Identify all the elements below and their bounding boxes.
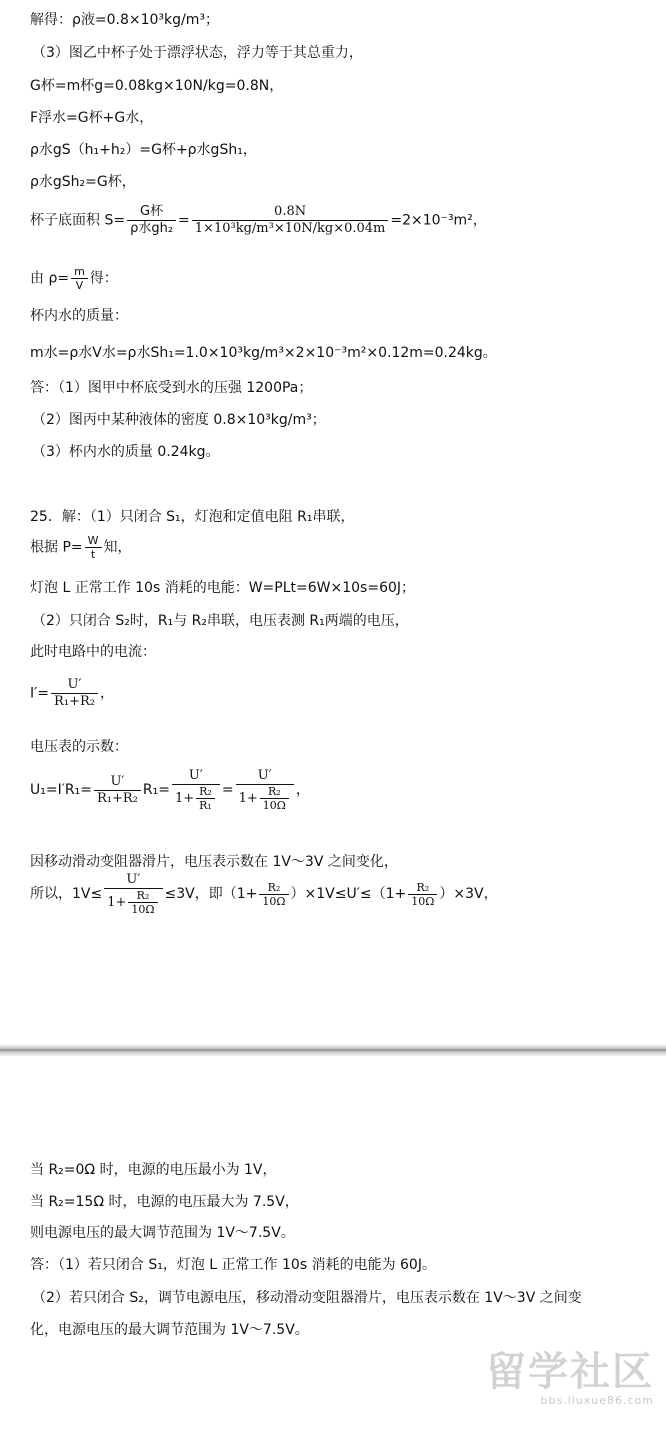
watermark-main-text: 留学社区 [486,1349,654,1395]
fraction-numerator: U′ [257,768,272,783]
formula-prefix: U₁=I′R₁= [30,782,92,798]
fraction-denominator: V [71,278,88,292]
formula-prefix: I′= [30,685,50,702]
fraction-denominator: R₁ [196,798,215,812]
fraction-denominator: 10Ω [259,894,288,908]
fraction-denominator: 1×10³kg/m³×10N/kg×0.04m [192,220,389,237]
fraction-numerator: U′ [126,872,141,887]
fraction-denominator: R₁+R₂ [51,693,98,710]
answer-line: 答：（1）若只闭合 S₁，灯泡 L 正常工作 10s 消耗的电能为 60J。 [30,1257,436,1273]
inequality-formula [30,872,498,916]
denominator-prefix: 1+ [107,895,127,910]
text-line: 当 R₂=0Ω 时，电源的电压最小为 1V， [30,1162,277,1178]
fraction-numerator: R₂ [199,785,212,798]
fraction-numerator: m [74,265,85,278]
formula-suffix: ）×3V， [439,886,498,902]
fraction-values [192,204,389,237]
current-formula [30,677,114,710]
formula-mid: ≤3V，即（1+ [164,886,258,902]
text-line: 此时电路中的电流： [30,644,156,660]
answer-line: （2）图丙中某种液体的密度 0.8×10³kg/m³； [32,412,326,428]
fraction-denominator [236,784,294,812]
denominator-prefix: 1+ [174,791,195,806]
fraction-denominator: 10Ω [128,902,157,916]
question-heading: 25．解：（1）只闭合 S₁，灯泡和定值电阻 R₁串联， [30,509,355,525]
fraction-m-over-v [71,265,88,292]
fraction-1 [94,774,141,807]
fraction-numerator: U′ [188,768,203,783]
formula-mid: ）×1V≤U′≤（1+ [290,886,407,902]
text-line: G杯=m杯g=0.08kg×10N/kg=0.8N， [30,78,284,94]
text-line: 解得：ρ液=0.8×10³kg/m³； [30,12,219,28]
fraction-current [51,677,98,710]
fraction-numerator: R₂ [267,880,281,894]
text-line: 因移动滑动变阻器滑片，电压表示数在 1V～3V 之间变化， [30,854,398,870]
fraction-r2-b [259,881,288,908]
fraction-gcup [127,204,176,237]
fraction-3 [236,768,294,812]
formula-prefix: 所以，1V≤ [30,886,103,902]
power-formula [30,534,132,561]
text-line: 杯内水的质量： [30,308,128,324]
fraction-denominator: ρ水gh₂ [127,220,176,237]
answer-line: （3）杯内水的质量 0.24kg。 [32,444,220,460]
text-line: （3）图乙中杯子处于漂浮状态，浮力等于其总重力， [32,45,363,61]
formula-suffix: ， [99,685,114,702]
denominator-prefix: 1+ [238,791,258,806]
fraction-denominator [104,888,162,916]
fraction-denominator [172,784,220,812]
nested-fraction [128,889,157,916]
formula-prefix: 根据 P= [30,539,83,556]
density-formula [30,265,118,292]
formula-prefix: 由 ρ= [30,270,70,287]
fraction-numerator: 0.8N [274,204,307,219]
text-line: m水=ρ水V水=ρ水Sh₁=1.0×10³kg/m³×2×10⁻³m²×0.12m=0.24kg。 [30,345,497,361]
formula-mid: R₁= [142,782,170,798]
formula-result: =2×10⁻³m²， [390,212,487,229]
text-line: 则电源电压的最大调节范围为 1V～7.5V。 [30,1225,295,1241]
fraction-denominator: 10Ω [408,894,437,908]
text-line: 电压表的示数： [30,739,128,755]
formula-suffix: 知， [103,539,132,556]
text-line: F浮水=G杯+G水， [30,110,154,126]
answer-line: 化，电源电压的最大调节范围为 1V～7.5V。 [30,1322,309,1338]
fraction-denominator: t [85,547,102,561]
equals-sign: = [221,782,234,798]
fraction-numerator: R₂ [267,785,281,798]
text-line: （2）只闭合 S₂时，R₁与 R₂串联，电压表测 R₁两端的电压， [32,613,409,629]
fraction-numerator: U′ [67,677,82,692]
fraction-denominator: 10Ω [260,798,289,812]
nested-fraction [196,785,215,812]
fraction-numerator: U′ [110,773,125,789]
fraction-2 [172,768,220,812]
fraction-inequality [104,872,162,916]
formula-area [30,204,487,237]
formula-suffix: ， [295,782,310,798]
fraction-numerator: G杯 [140,204,164,219]
fraction-denominator: R₁+R₂ [94,790,141,807]
fraction-w-over-t [85,534,102,561]
watermark-url: bbs.liuxue86.com [540,1394,654,1407]
text-line: ρ水gS（h₁+h₂）=G杯+ρ水gSh₁， [30,142,257,158]
text-line: ρ水gSh₂=G杯， [30,174,136,190]
answer-line: 答：（1）图甲中杯底受到水的压强 1200Pa； [30,380,313,396]
watermark-logo [484,1350,654,1420]
answer-line: （2）若只闭合 S₂，调节电源电压，移动滑动变阻器滑片，电压表示数在 1V～3V 之间变 [32,1290,582,1306]
formula-prefix: 杯子底面积 S= [30,212,126,229]
voltage-formula [30,768,310,812]
fraction-numerator: R₂ [136,889,150,902]
formula-suffix: 得： [89,270,118,287]
nested-fraction [260,785,289,812]
equals-sign: = [178,212,190,229]
page-break-divider [0,1044,666,1056]
fraction-r2-c [408,881,437,908]
text-line: 当 R₂=15Ω 时，电源的电压最大为 7.5V， [30,1194,299,1210]
fraction-numerator: R₂ [416,880,430,894]
fraction-numerator: W [87,534,99,547]
text-line: 灯泡 L 正常工作 10s 消耗的电能：W=PLt=6W×10s=60J； [30,580,416,596]
